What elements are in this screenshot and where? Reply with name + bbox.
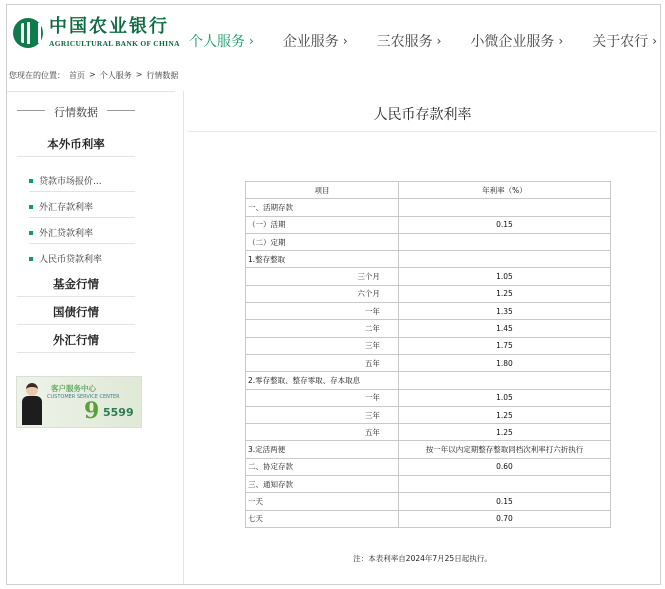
table-header-row: [246, 182, 611, 199]
row-label: 3.定活两便: [246, 441, 399, 458]
breadcrumb-home[interactable]: 首页: [69, 71, 85, 80]
divider: [17, 324, 135, 325]
logo-text: [49, 17, 180, 48]
row-label: 一、活期存款: [246, 199, 399, 216]
row-rate: 1.05: [398, 389, 610, 406]
sidebar-item-label: 外汇存款利率: [39, 203, 94, 213]
row-label: （一）活期: [246, 216, 399, 233]
bullet-square-icon: [29, 231, 33, 235]
nav-label: 个人服务: [189, 34, 245, 50]
row-rate: 1.75: [398, 337, 610, 354]
agent-body: [22, 396, 42, 425]
chevron-right-icon: ›: [436, 34, 442, 48]
sidebar-item-fx-deposit[interactable]: [29, 200, 135, 213]
chevron-right-icon: ›: [558, 34, 564, 48]
customer-service-banner[interactable]: [16, 376, 142, 428]
row-rate: [398, 199, 610, 216]
table-row: [246, 406, 611, 423]
row-label: 一天: [246, 493, 399, 510]
logo-english-name: AGRICULTURAL BANK OF CHINA: [49, 39, 180, 48]
nav-about-abc[interactable]: [592, 31, 657, 51]
sidebar-category-bond[interactable]: 国债行情: [53, 305, 99, 319]
row-label: 1.整存整取: [246, 251, 399, 268]
sidebar-item-rmb-loan[interactable]: [29, 252, 135, 265]
sidebar: [7, 91, 175, 585]
banner-title: 客户服务中心: [51, 384, 96, 393]
chevron-right-icon: ›: [652, 34, 658, 48]
footnote: 注：本表利率自2024年7月25日起执行。: [353, 554, 492, 563]
page-frame: [6, 4, 661, 585]
row-rate: [398, 233, 610, 250]
table-row: [246, 476, 611, 493]
row-label: 三年: [246, 337, 399, 354]
sidebar-item-label: 外汇贷款利率: [39, 229, 94, 239]
table-row: [246, 458, 611, 475]
table-row: [246, 389, 611, 406]
row-rate: [398, 372, 610, 389]
row-rate: 1.80: [398, 354, 610, 371]
row-label: 三个月: [246, 268, 399, 285]
table-row: [246, 216, 611, 233]
main-content: [183, 91, 660, 585]
table-row: [246, 303, 611, 320]
sidebar-item-label: 人民币贷款利率: [39, 255, 103, 265]
logo-chinese-name: 中国农业银行: [49, 16, 169, 37]
sidebar-item-lpr[interactable]: [29, 174, 135, 187]
divider: [17, 156, 135, 157]
row-rate: 按一年以内定期整存整取同档次利率打六折执行: [398, 441, 610, 458]
row-label: 六个月: [246, 285, 399, 302]
chevron-right-icon: ›: [249, 34, 254, 48]
row-rate: 1.25: [398, 285, 610, 302]
title-divider: [188, 131, 657, 132]
main-nav: [189, 31, 661, 51]
row-rate: [398, 476, 610, 493]
nav-label: 小微企业服务: [470, 34, 555, 50]
table-row: [246, 510, 611, 527]
bullet-square-icon: [29, 257, 33, 261]
table-body: [246, 199, 611, 528]
table-row: [246, 424, 611, 441]
breadcrumb-personal[interactable]: 个人服务: [99, 71, 132, 80]
service-agent-image: [21, 381, 43, 425]
site-header: [7, 5, 660, 67]
bank-logo[interactable]: [13, 17, 180, 48]
column-header-rate: 年利率（%）: [398, 182, 610, 199]
breadcrumb-current: 行情数据: [146, 71, 179, 80]
bullet-square-icon: [29, 179, 33, 183]
table-row: [246, 337, 611, 354]
row-label: 三年: [246, 406, 399, 423]
row-label: 二年: [246, 320, 399, 337]
table-row: [246, 233, 611, 250]
abc-logo-icon: [13, 18, 43, 48]
row-label: 五年: [246, 424, 399, 441]
nav-label: 企业服务: [282, 34, 339, 50]
table-row: [246, 441, 611, 458]
banner-phone-number: 5599: [103, 406, 134, 419]
breadcrumb-separator: >: [135, 70, 143, 79]
table-row: [246, 251, 611, 268]
agent-head: [26, 383, 38, 396]
table-row: [246, 285, 611, 302]
sidebar-category-rates[interactable]: 本外币利率: [47, 137, 105, 151]
sidebar-item-label: 贷款市场报价...: [39, 177, 102, 187]
divider: [29, 243, 135, 244]
row-label: 二、协定存款: [246, 458, 399, 475]
column-header-item: 项目: [246, 182, 399, 199]
nav-label: 三农服务: [376, 34, 433, 50]
row-rate: 0.15: [398, 493, 610, 510]
row-rate: 1.35: [398, 303, 610, 320]
sidebar-heading: 行情数据: [17, 104, 135, 120]
row-rate: 0.60: [398, 458, 610, 475]
banner-nine: 9: [84, 398, 100, 424]
banner-subtitle: CUSTOMER SERVICE CENTER: [47, 394, 120, 400]
nav-agriculture-services[interactable]: [377, 31, 442, 51]
row-rate: 1.45: [398, 320, 610, 337]
bullet-square-icon: [29, 205, 33, 209]
divider: [29, 191, 135, 192]
breadcrumb-prefix: 您现在的位置：: [9, 71, 65, 80]
row-rate: [398, 251, 610, 268]
nav-small-business-services[interactable]: [470, 31, 563, 51]
row-rate: 0.15: [398, 216, 610, 233]
row-label: 五年: [246, 354, 399, 371]
divider: [17, 352, 135, 353]
breadcrumb: [9, 70, 178, 81]
row-label: 三、通知存款: [246, 476, 399, 493]
nav-label: 关于农行: [592, 34, 649, 50]
row-rate: 1.25: [398, 406, 610, 423]
row-label: 一年: [246, 389, 399, 406]
breadcrumb-separator: >: [89, 70, 96, 79]
nav-enterprise-services[interactable]: [283, 31, 348, 51]
row-rate: 1.25: [398, 424, 610, 441]
row-label: （二）定期: [246, 233, 399, 250]
table-row: [246, 372, 611, 389]
divider: [17, 296, 135, 297]
table-row: [246, 354, 611, 371]
row-label: 七天: [246, 510, 399, 527]
table-row: [246, 268, 611, 285]
nav-personal-services[interactable]: [189, 31, 254, 51]
deposit-rate-table: [245, 181, 611, 528]
page-title: 人民币存款利率: [373, 107, 472, 123]
sidebar-item-fx-loan[interactable]: [29, 226, 135, 239]
row-rate: 1.05: [398, 268, 610, 285]
table-row: [246, 199, 611, 216]
divider: [29, 217, 135, 218]
row-rate: 0.70: [398, 510, 610, 527]
row-label: 一年: [246, 303, 399, 320]
sidebar-category-fx[interactable]: 外汇行情: [53, 333, 99, 347]
table-row: [246, 493, 611, 510]
row-label: 2.零存整取、整存零取、存本取息: [246, 372, 399, 389]
table-row: [246, 320, 611, 337]
sidebar-category-fund[interactable]: 基金行情: [53, 277, 99, 291]
chevron-right-icon: ›: [342, 34, 348, 48]
